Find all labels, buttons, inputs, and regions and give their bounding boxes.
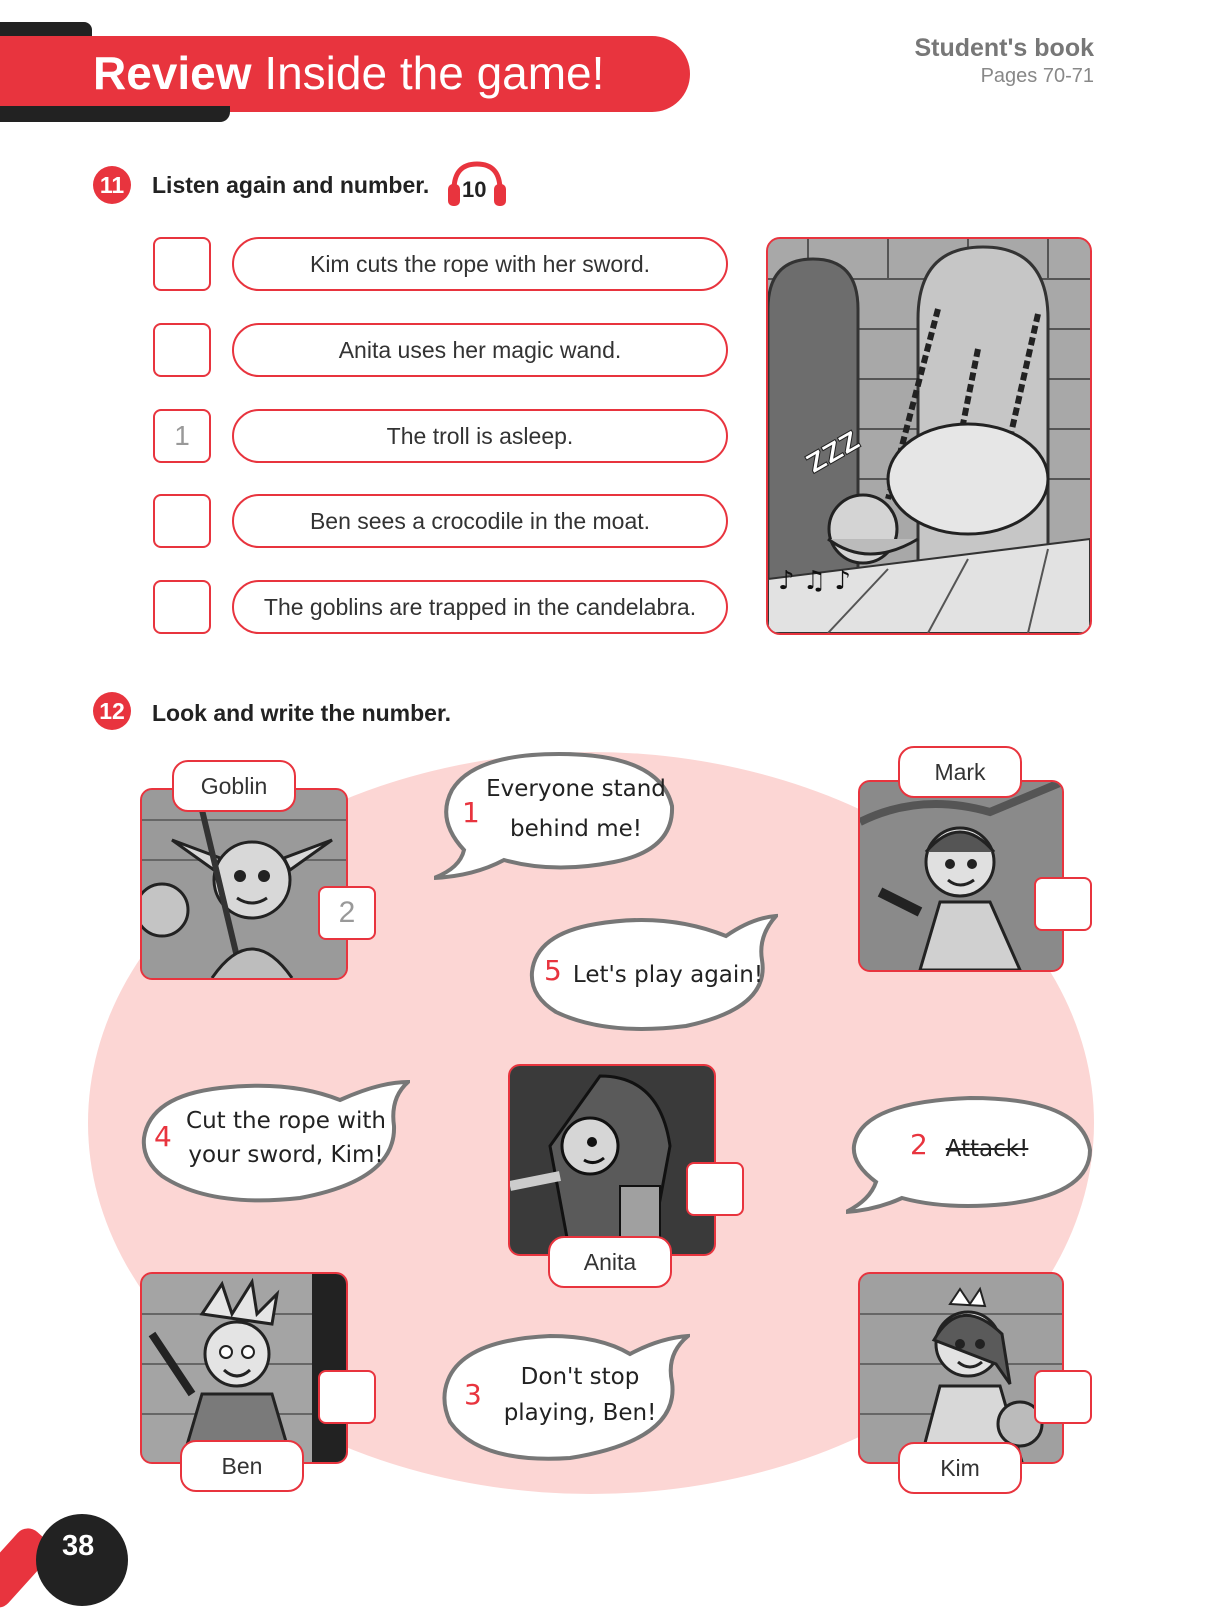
- answer-box-5[interactable]: [153, 580, 211, 634]
- bubble-4-line2: your sword, Kim!: [188, 1142, 384, 1168]
- anita-picture: [508, 1064, 716, 1256]
- answer-box-3[interactable]: 1: [153, 409, 211, 463]
- headphones-icon[interactable]: [446, 160, 508, 208]
- speech-bubble-2: [846, 1094, 1094, 1216]
- header-accent-bottom: [0, 106, 230, 122]
- sentence-2: Anita uses her magic wand.: [232, 323, 728, 377]
- mark-picture: [858, 780, 1064, 972]
- exercise-11-number: 11: [93, 166, 131, 204]
- speech-bubble-1: [434, 750, 684, 882]
- bubble-2-number: 2: [910, 1128, 928, 1161]
- name-tag-ben: Ben: [180, 1440, 304, 1492]
- name-tag-mark: Mark: [898, 746, 1022, 798]
- speech-bubble-3: [440, 1330, 690, 1466]
- answer-box-anita[interactable]: [686, 1162, 744, 1216]
- sentence-4: Ben sees a crocodile in the moat.: [232, 494, 728, 548]
- answer-box-2[interactable]: [153, 323, 211, 377]
- bubble-4-number: 4: [154, 1120, 172, 1153]
- bubble-1-number: 1: [462, 796, 480, 829]
- bubble-2-line1: Attack!: [945, 1136, 1029, 1162]
- answer-box-kim[interactable]: [1034, 1370, 1092, 1424]
- exercise-12-number: 12: [93, 692, 131, 730]
- answer-box-mark[interactable]: [1034, 877, 1092, 931]
- page-title: [93, 44, 604, 102]
- speech-bubble-4: [140, 1076, 410, 1206]
- name-tag-anita: Anita: [548, 1236, 672, 1288]
- name-tag-kim: Kim: [898, 1442, 1022, 1494]
- troll-illustration: [766, 237, 1092, 635]
- answer-box-1[interactable]: [153, 237, 211, 291]
- exercise-11-instruction: Listen again and number.: [152, 172, 430, 198]
- goblin-picture: [140, 788, 348, 980]
- name-tag-goblin: Goblin: [172, 760, 296, 812]
- exercise-12-instruction: Look and write the number.: [152, 700, 452, 726]
- sentence-5: The goblins are trapped in the candelabra.: [232, 580, 728, 634]
- sentence-3: The troll is asleep.: [232, 409, 728, 463]
- bubble-4-line1: Cut the rope with: [186, 1108, 386, 1134]
- answer-box-goblin[interactable]: 2: [318, 886, 376, 940]
- book-label: Student's book: [914, 34, 1094, 62]
- speech-bubble-5: [526, 912, 778, 1036]
- bubble-3-number: 3: [464, 1378, 482, 1411]
- track-number: 10: [462, 177, 487, 202]
- bubble-1-line2: behind me!: [510, 816, 642, 842]
- bubble-5-number: 5: [544, 954, 562, 987]
- ben-picture: [140, 1272, 348, 1464]
- svg-text:ZZZ: ZZZ: [801, 425, 866, 481]
- title-review: Review: [93, 47, 252, 99]
- bubble-3-line1: Don't stop: [520, 1364, 640, 1390]
- bubble-1-line1: Everyone stand: [486, 776, 666, 802]
- bubble-5-line1: Let's play again!: [572, 962, 764, 988]
- answer-box-ben[interactable]: [318, 1370, 376, 1424]
- book-pages: Pages 70-71: [980, 65, 1094, 87]
- title-unit: Inside the game!: [264, 47, 605, 99]
- book-reference: [914, 34, 1094, 88]
- kim-picture: [858, 1272, 1064, 1464]
- svg-text:♪ ♫ ♪: ♪ ♫ ♪: [778, 566, 852, 596]
- header-accent-top: [0, 22, 92, 36]
- page-number: 38: [62, 1530, 95, 1562]
- sentence-1: Kim cuts the rope with her sword.: [232, 237, 728, 291]
- bubble-3-line2: playing, Ben!: [503, 1400, 657, 1426]
- answer-box-4[interactable]: [153, 494, 211, 548]
